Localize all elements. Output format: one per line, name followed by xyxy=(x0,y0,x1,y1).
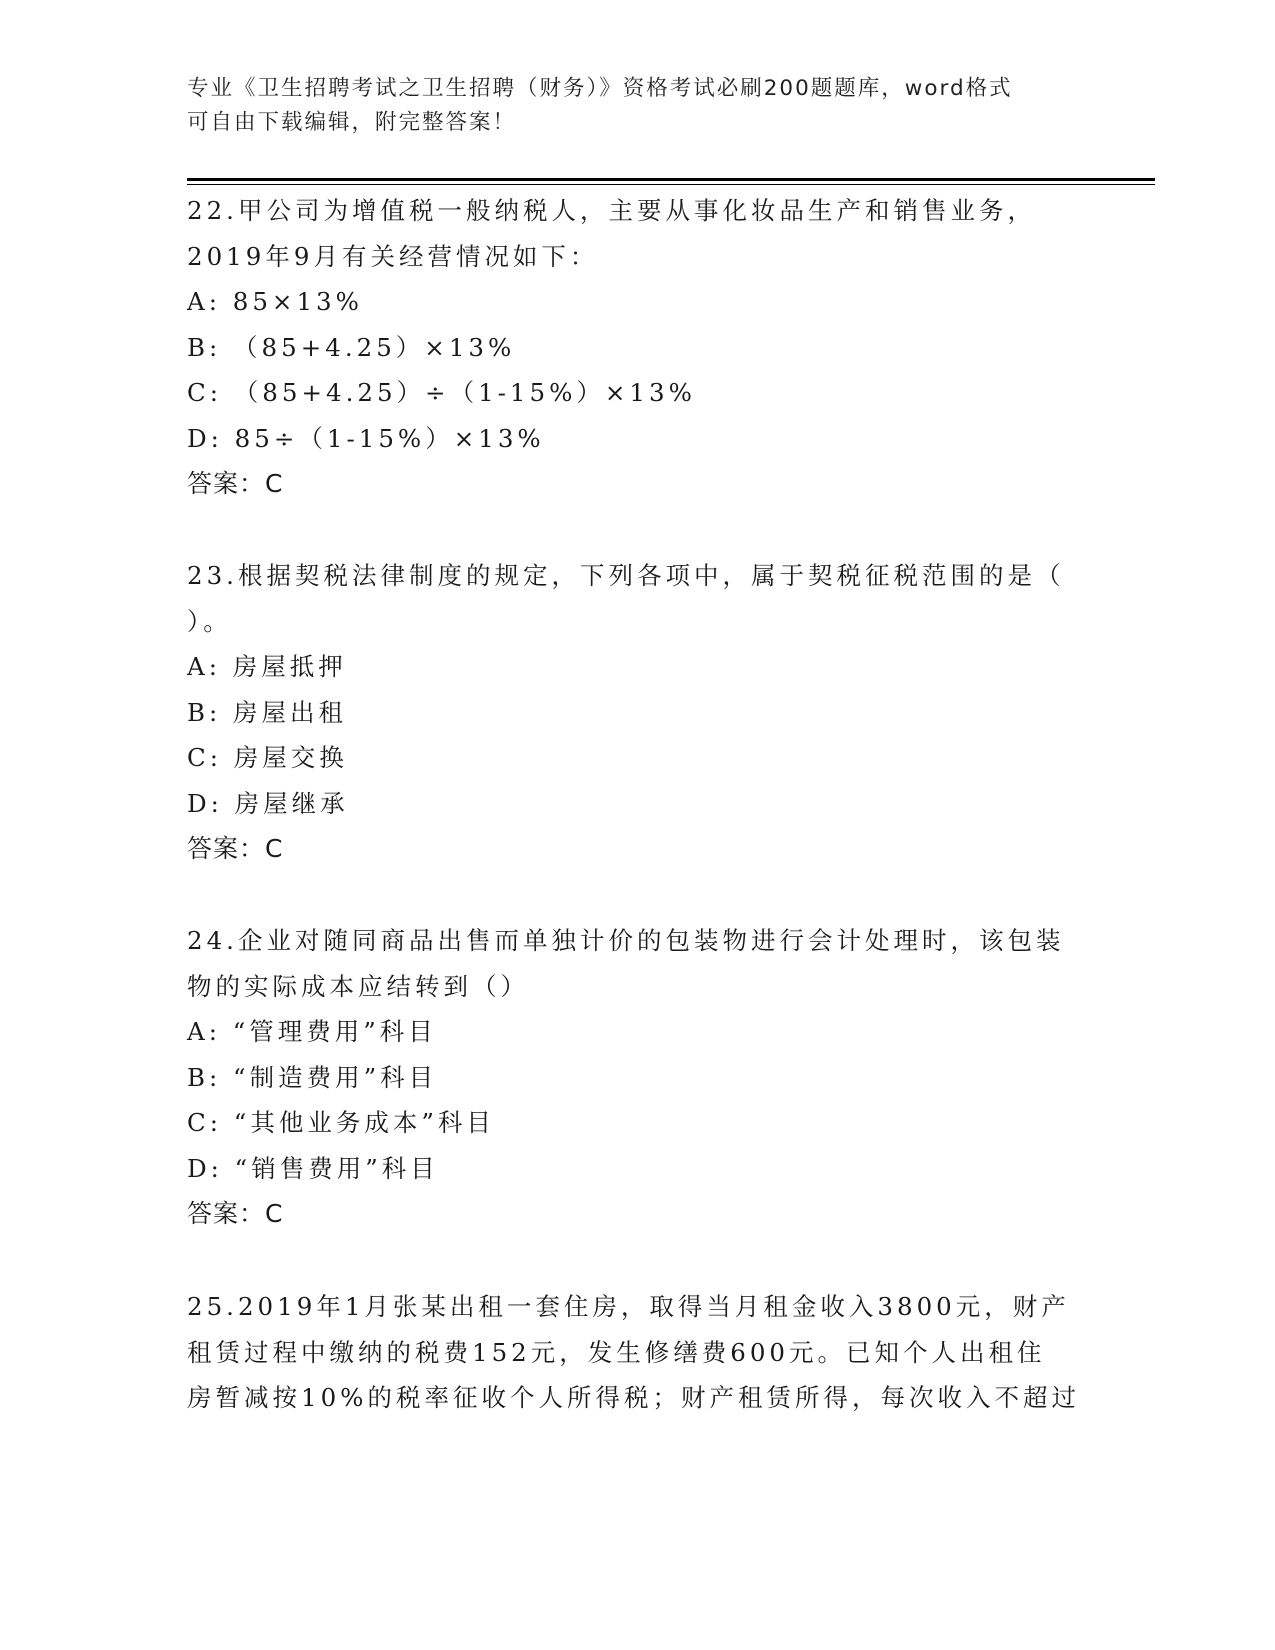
answer: 答案：C xyxy=(187,1199,284,1228)
option-a: A: “管理费用”科目 xyxy=(187,1017,437,1046)
question-stem-line: 22.甲公司为增值税一般纳税人，主要从事化妆品生产和销售业务， xyxy=(187,196,1036,225)
option-c: C: （85+4.25）÷（1-15%）×13% xyxy=(187,378,696,407)
option-d: D: “销售费用”科目 xyxy=(187,1153,439,1183)
question-stem-line: 23.根据契税法律制度的规定，下列各项中，属于契税征税范围的是（ xyxy=(187,561,1065,590)
option-d: D: 85÷（1-15%）×13% xyxy=(187,423,545,453)
question-stem-line: 物的实际成本应结转到（） xyxy=(187,971,529,1001)
answer: 答案：C xyxy=(187,834,284,863)
option-a: A: 85×13% xyxy=(187,287,363,316)
header-divider-thick xyxy=(187,178,1155,181)
question-stem-line: 租赁过程中缴纳的税费152元，发生修缮费600元。已知个人出租住 xyxy=(187,1337,1046,1367)
answer: 答案：C xyxy=(187,469,284,498)
question-stem-line: 2019年9月有关经营情况如下： xyxy=(187,241,599,271)
question-25 xyxy=(187,1284,1087,1421)
question-stem-line: 25.2019年1月张某出租一套住房，取得当月租金收入3800元，财产 xyxy=(187,1292,1070,1321)
question-stem-line: 房暂减按10%的税率征收个人所得税；财产租赁所得，每次收入不超过 xyxy=(187,1383,1080,1412)
option-c: C: “其他业务成本”科目 xyxy=(187,1108,495,1137)
option-a: A: 房屋抵押 xyxy=(187,652,347,681)
option-d: D: 房屋继承 xyxy=(187,788,349,818)
question-stem-line: ）。 xyxy=(187,606,232,636)
option-c: C: 房屋交换 xyxy=(187,743,348,772)
document-header xyxy=(187,72,1087,140)
question-stem-line: 24.企业对随同商品出售而单独计价的包装物进行会计处理时，该包装 xyxy=(187,926,1065,955)
question-22 xyxy=(187,188,1087,507)
question-23 xyxy=(187,553,1087,872)
option-b: B: 房屋出租 xyxy=(187,697,348,727)
header-line-1: 专业《卫生招聘考试之卫生招聘（财务）》资格考试必刷200题题库，word格式 xyxy=(187,76,1013,101)
header-line-2: 可自由下载编辑，附完整答案！ xyxy=(187,110,517,135)
option-b: B: “制造费用”科目 xyxy=(187,1062,438,1092)
question-24 xyxy=(187,918,1087,1237)
header-divider-thin xyxy=(187,184,1155,185)
option-b: B: （85+4.25）×13% xyxy=(187,332,516,362)
